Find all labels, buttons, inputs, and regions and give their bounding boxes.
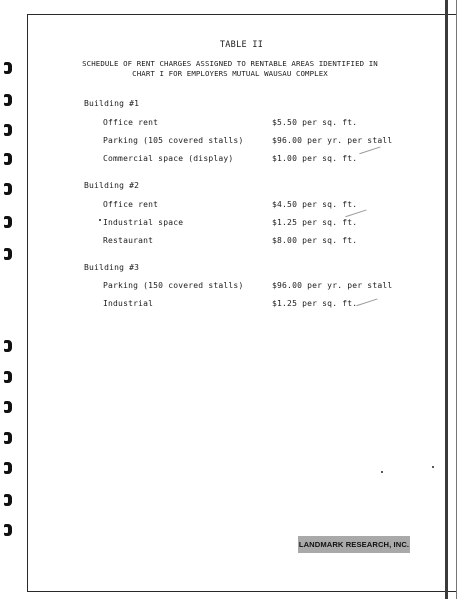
building-3-item-label: Industrial bbox=[103, 299, 154, 308]
building-2-item-rate: $4.50 per sq. ft. bbox=[272, 200, 358, 209]
building-1-heading: Building #1 bbox=[84, 99, 140, 108]
building-2-item-label: Restaurant bbox=[103, 236, 154, 245]
binder-hole bbox=[4, 432, 12, 444]
building-1-item-label: Office rent bbox=[103, 118, 159, 127]
binder-hole bbox=[4, 340, 12, 352]
scan-edge-outer bbox=[456, 0, 457, 599]
binder-hole bbox=[4, 124, 12, 136]
building-1-item-rate: $5.50 per sq. ft. bbox=[272, 118, 358, 127]
table-subtitle bbox=[50, 59, 410, 79]
binder-hole bbox=[4, 494, 12, 506]
scan-speck bbox=[432, 466, 434, 468]
building-2-heading: Building #2 bbox=[84, 181, 140, 190]
building-3-item-rate: $1.25 per sq. ft. bbox=[272, 299, 358, 308]
logo-text: LANDMARK RESEARCH, INC. bbox=[298, 540, 410, 549]
binder-hole bbox=[4, 248, 12, 260]
building-2-item-rate: $1.25 per sq. ft. bbox=[272, 218, 358, 227]
binder-hole bbox=[4, 401, 12, 413]
building-3-item-rate: $96.00 per yr. per stall bbox=[272, 281, 393, 290]
binder-hole bbox=[4, 94, 12, 106]
subtitle-line: SCHEDULE OF RENT CHARGES ASSIGNED TO RENTABLE AREAS IDENTIFIED IN bbox=[82, 59, 378, 68]
binder-hole bbox=[4, 524, 12, 536]
binder-hole bbox=[4, 462, 12, 474]
binder-hole bbox=[4, 183, 12, 195]
building-1-item-label: Commercial space (display) bbox=[103, 154, 234, 163]
building-3-item-label: Parking (150 covered stalls) bbox=[103, 281, 244, 290]
building-1-item-rate: $96.00 per yr. per stall bbox=[272, 136, 393, 145]
binder-hole bbox=[4, 153, 12, 165]
scan-speck bbox=[99, 219, 101, 221]
binder-hole bbox=[4, 62, 12, 74]
scan-speck bbox=[381, 471, 383, 473]
building-1-item-label: Parking (105 covered stalls) bbox=[103, 136, 244, 145]
building-2-item-label: Office rent bbox=[103, 200, 159, 209]
building-2-item-rate: $8.00 per sq. ft. bbox=[272, 236, 358, 245]
subtitle-line: CHART I FOR EMPLOYERS MUTUAL WAUSAU COMPLEX bbox=[132, 69, 328, 78]
table-title: TABLE II bbox=[219, 40, 264, 50]
binder-hole bbox=[4, 216, 12, 228]
scan-edge bbox=[445, 0, 448, 599]
building-3-heading: Building #3 bbox=[84, 263, 140, 272]
binder-hole bbox=[4, 371, 12, 383]
building-1-item-rate: $1.00 per sq. ft. bbox=[272, 154, 358, 163]
building-2-item-label: Industrial space bbox=[103, 218, 184, 227]
company-logo bbox=[298, 536, 410, 553]
